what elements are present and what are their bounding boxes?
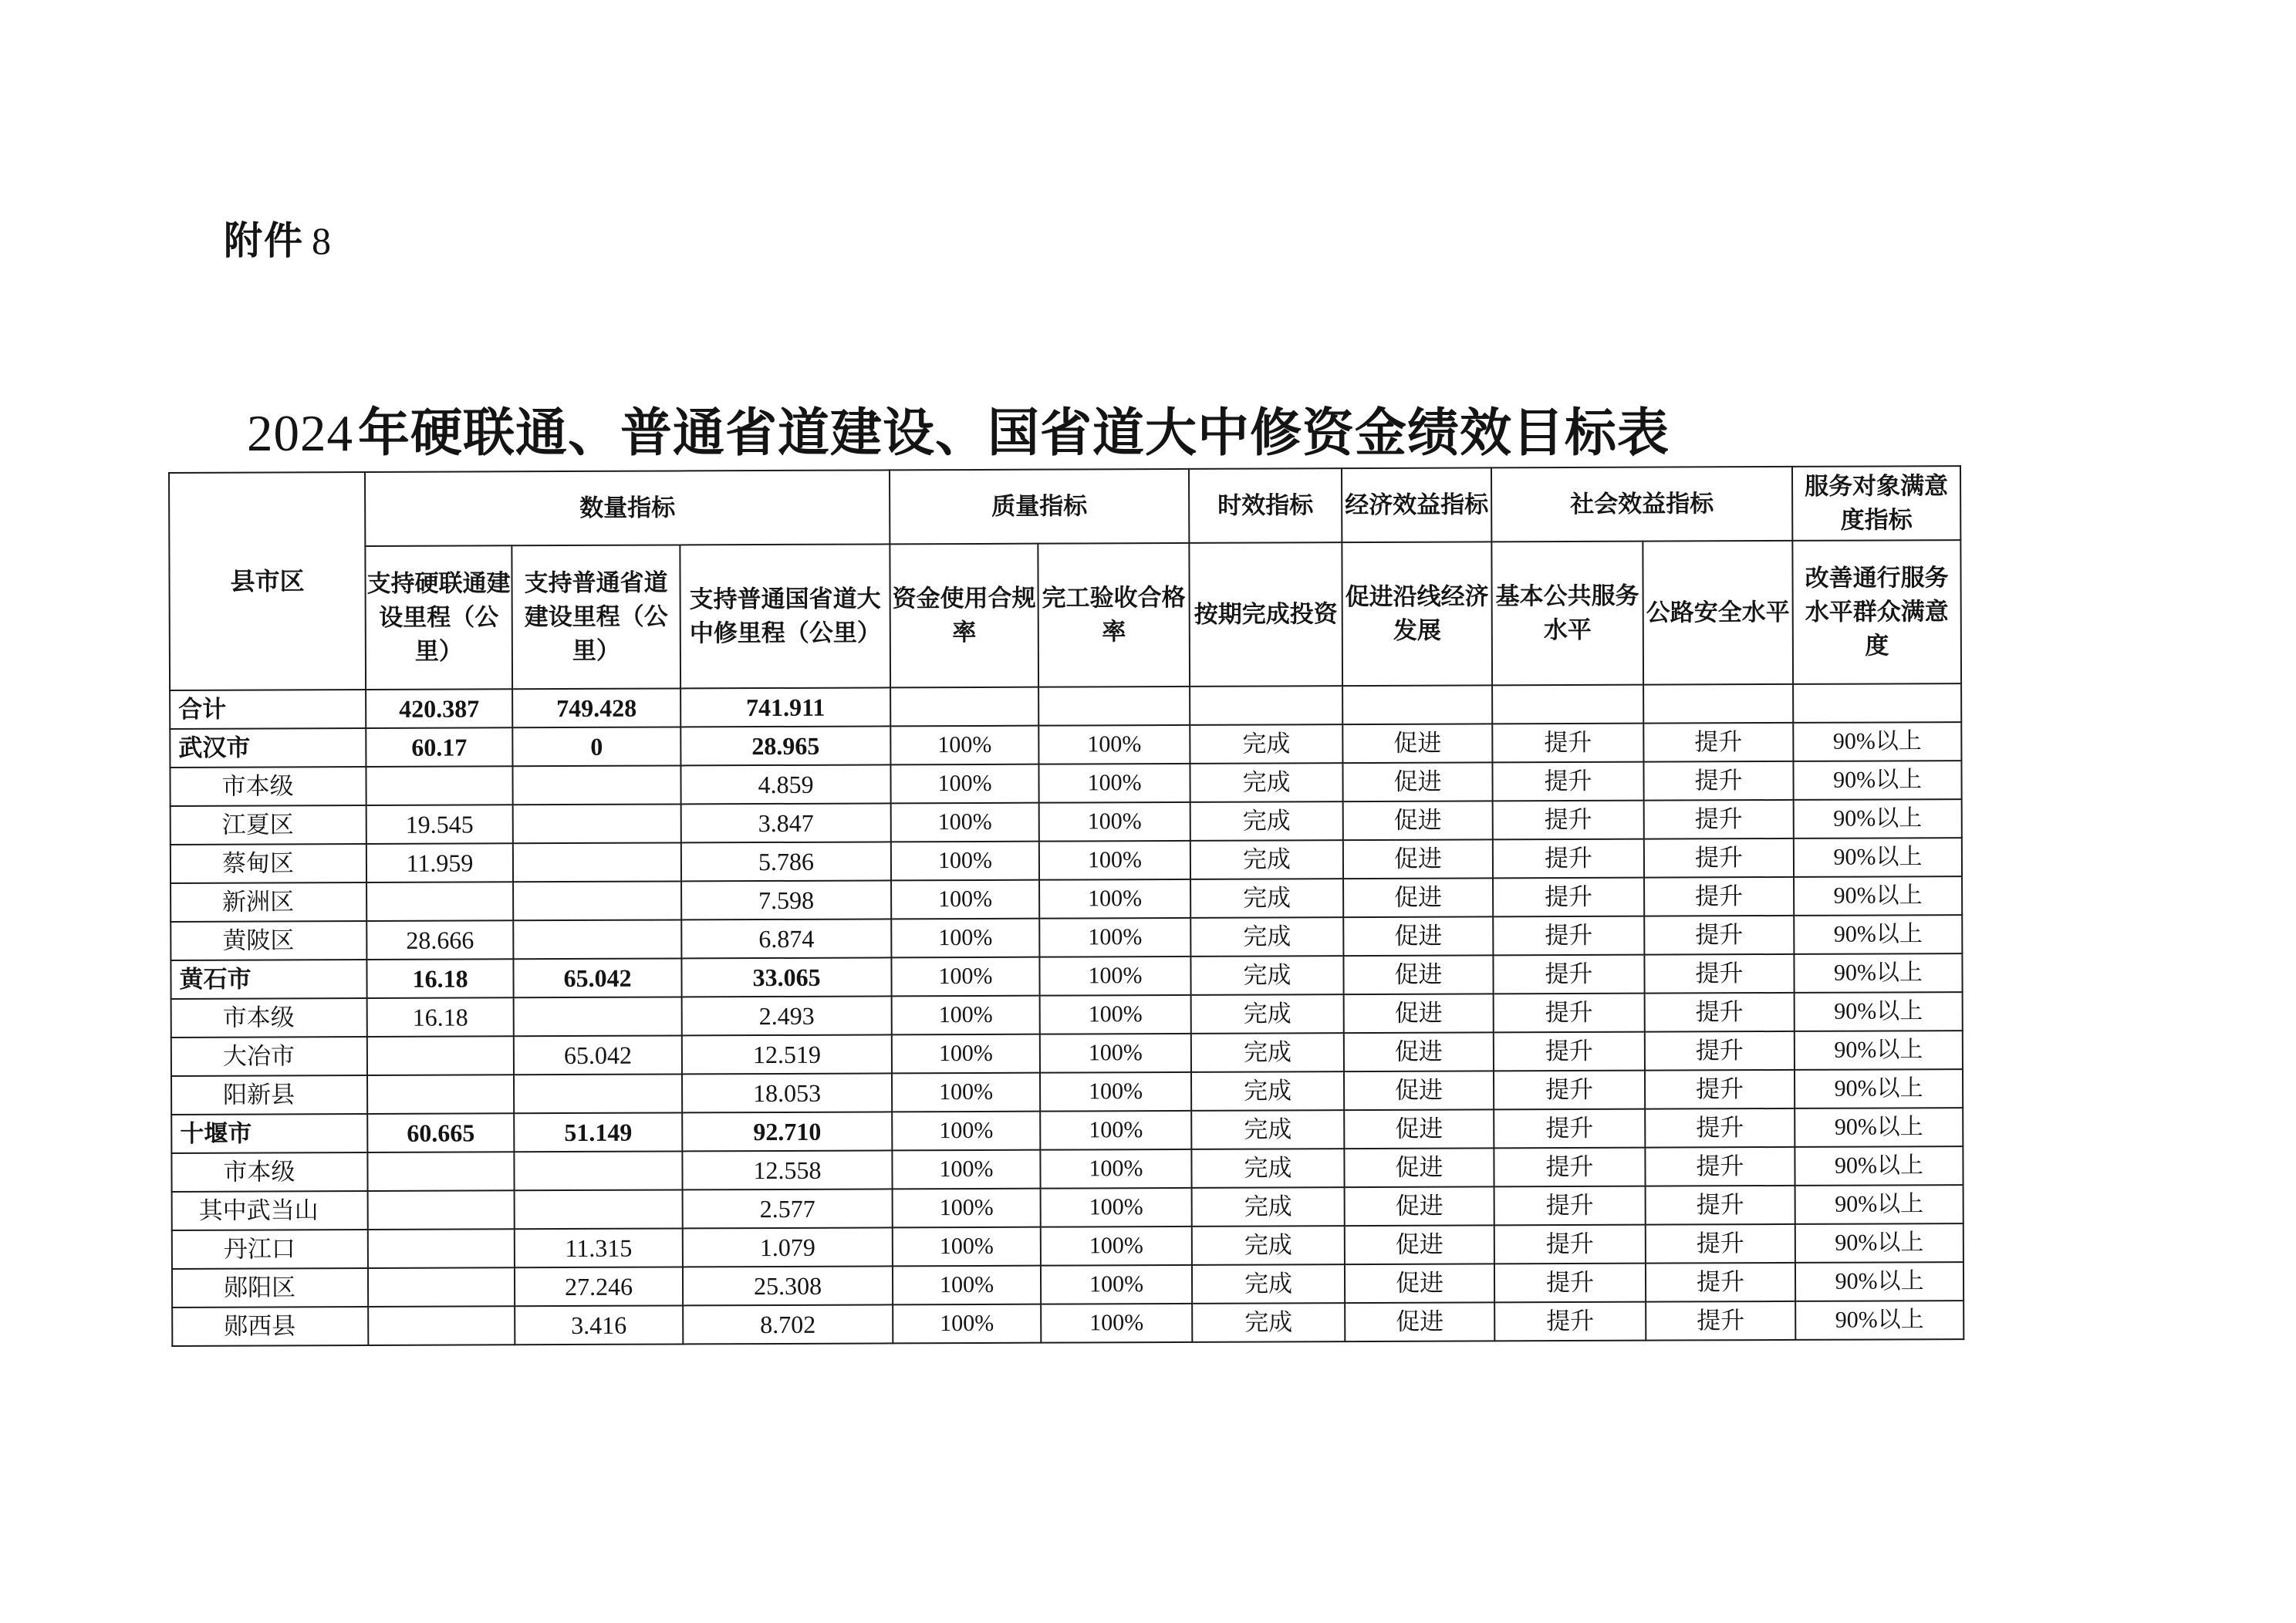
group-header-economic: 经济效益指标 <box>1342 467 1491 542</box>
cell-public-satisfaction: 90%以上 <box>1795 1223 1963 1263</box>
cell-economic-development: 促进 <box>1343 878 1493 917</box>
cell-provincial-road-km: 65.042 <box>514 1035 682 1075</box>
subheader-acceptance-rate: 完工验收合格率 <box>1038 543 1190 687</box>
cell-acceptance-rate: 100% <box>1040 1111 1191 1150</box>
cell-hard-connectivity-km: 11.959 <box>366 843 513 882</box>
cell-acceptance-rate: 100% <box>1040 995 1191 1034</box>
cell-major-repair-km: 2.577 <box>683 1189 893 1228</box>
group-header-quantity: 数量指标 <box>365 470 890 546</box>
attachment-label-text: 附件 <box>224 218 304 263</box>
cell-fund-compliance: 100% <box>890 764 1038 804</box>
cell-acceptance-rate: 100% <box>1038 725 1190 764</box>
cell-major-repair-km: 8.702 <box>683 1304 893 1344</box>
cell-road-safety: 提升 <box>1644 800 1794 839</box>
cell-fund-compliance: 100% <box>893 1189 1041 1228</box>
cell-on-time-investment: 完成 <box>1192 1226 1345 1265</box>
table-row <box>171 1146 1963 1192</box>
region-name-cell: 蔡甸区 <box>171 844 366 883</box>
region-name-cell: 市本级 <box>170 767 366 806</box>
table-row <box>171 953 1962 999</box>
cell-major-repair-km: 2.493 <box>682 996 892 1035</box>
cell-acceptance-rate: 100% <box>1039 957 1190 996</box>
table-row <box>171 799 1962 845</box>
group-header-timeliness: 时效指标 <box>1189 468 1342 543</box>
cell-on-time-investment: 完成 <box>1190 879 1343 918</box>
header-group-row <box>169 466 1960 547</box>
region-name-cell: 十堰市 <box>171 1114 367 1153</box>
cell-acceptance-rate: 100% <box>1041 1227 1192 1266</box>
group-header-satisfaction: 服务对象满意度指标 <box>1792 466 1960 541</box>
region-name-cell: 郧阳区 <box>172 1268 368 1308</box>
subheader-public-satisfaction: 改善通行服务水平群众满意度 <box>1792 540 1961 684</box>
table-row <box>172 1262 1963 1308</box>
cell-provincial-road-km <box>513 919 681 959</box>
cell-economic-development: 促进 <box>1345 1225 1494 1264</box>
cell-acceptance-rate: 100% <box>1039 918 1190 957</box>
table-row <box>171 876 1962 922</box>
subheader-public-service: 基本公共服务水平 <box>1491 542 1643 686</box>
cell-acceptance-rate: 100% <box>1041 1188 1192 1227</box>
cell-public-satisfaction: 90%以上 <box>1794 915 1962 954</box>
cell-on-time-investment: 完成 <box>1191 994 1344 1034</box>
cell-on-time-investment: 完成 <box>1191 1110 1344 1149</box>
cell-public-satisfaction: 90%以上 <box>1794 953 1962 993</box>
cell-acceptance-rate: 100% <box>1040 1034 1191 1073</box>
cell-acceptance-rate: 100% <box>1041 1265 1192 1304</box>
subheader-on-time-investment: 按期完成投资 <box>1189 542 1342 687</box>
cell-public-satisfaction: 90%以上 <box>1795 1031 1963 1070</box>
region-name-cell: 江夏区 <box>171 805 366 845</box>
cell-provincial-road-km <box>512 765 680 805</box>
cell-public-service: 提升 <box>1494 1071 1645 1110</box>
cell-on-time-investment: 完成 <box>1190 956 1343 995</box>
cell-acceptance-rate: 100% <box>1040 1072 1191 1112</box>
cell-fund-compliance <box>890 687 1038 727</box>
cell-hard-connectivity-km <box>368 1306 515 1345</box>
cell-public-service: 提升 <box>1494 1264 1646 1303</box>
cell-economic-development: 促进 <box>1345 1264 1494 1303</box>
cell-public-satisfaction: 90%以上 <box>1795 1301 1963 1340</box>
cell-public-satisfaction <box>1793 683 1961 723</box>
table-row <box>172 1301 1963 1346</box>
cell-economic-development: 促进 <box>1343 801 1493 840</box>
cell-public-service: 提升 <box>1493 839 1644 879</box>
cell-acceptance-rate: 100% <box>1039 841 1190 880</box>
cell-fund-compliance: 100% <box>892 1150 1040 1189</box>
table-row <box>172 1223 1963 1269</box>
cell-hard-connectivity-km <box>368 1229 515 1268</box>
cell-economic-development: 促进 <box>1344 1109 1494 1149</box>
cell-acceptance-rate: 100% <box>1040 1149 1191 1189</box>
region-name-cell: 阳新县 <box>171 1075 367 1115</box>
cell-fund-compliance: 100% <box>892 996 1040 1035</box>
subheader-major-repair: 支持普通国省道大中修里程（公里） <box>680 544 890 688</box>
cell-major-repair-km: 12.519 <box>682 1034 892 1074</box>
group-header-social: 社会效益指标 <box>1491 467 1792 542</box>
cell-road-safety: 提升 <box>1644 838 1794 878</box>
cell-hard-connectivity-km <box>367 1075 514 1114</box>
region-name-cell: 黄陂区 <box>171 921 366 960</box>
cell-major-repair-km: 7.598 <box>681 880 891 919</box>
cell-major-repair-km: 33.065 <box>681 957 891 997</box>
cell-hard-connectivity-km <box>368 1190 515 1230</box>
cell-road-safety: 提升 <box>1646 1301 1795 1341</box>
cell-provincial-road-km: 65.042 <box>513 958 681 997</box>
performance-target-table <box>168 465 1964 1347</box>
cell-public-service: 提升 <box>1493 955 1644 994</box>
cell-acceptance-rate: 100% <box>1039 879 1190 919</box>
cell-road-safety: 提升 <box>1646 1263 1795 1302</box>
cell-fund-compliance: 100% <box>893 1227 1041 1267</box>
cell-major-repair-km: 1.079 <box>683 1227 893 1267</box>
cell-public-service: 提升 <box>1492 724 1643 763</box>
cell-major-repair-km: 18.053 <box>682 1073 892 1112</box>
cell-public-satisfaction: 90%以上 <box>1794 876 1962 916</box>
cell-economic-development: 促进 <box>1344 1032 1494 1071</box>
cell-on-time-investment: 完成 <box>1190 840 1343 879</box>
cell-major-repair-km: 25.308 <box>683 1266 893 1305</box>
cell-road-safety: 提升 <box>1645 1147 1795 1186</box>
subheader-fund-compliance: 资金使用合规率 <box>890 544 1038 688</box>
region-name-cell: 黄石市 <box>171 960 366 999</box>
cell-hard-connectivity-km <box>368 1267 515 1307</box>
cell-provincial-road-km: 27.246 <box>515 1267 683 1306</box>
cell-hard-connectivity-km: 16.18 <box>366 959 513 998</box>
region-name-cell: 丹江口 <box>172 1230 368 1269</box>
cell-on-time-investment: 完成 <box>1191 1071 1344 1111</box>
cell-road-safety: 提升 <box>1645 1108 1795 1148</box>
table-body <box>170 683 1963 1346</box>
cell-road-safety: 提升 <box>1646 1224 1795 1264</box>
cell-on-time-investment: 完成 <box>1192 1187 1345 1227</box>
cell-economic-development: 促进 <box>1342 762 1492 801</box>
cell-fund-compliance: 100% <box>892 1112 1040 1151</box>
cell-economic-development: 促进 <box>1344 1071 1494 1110</box>
table-row <box>171 838 1962 883</box>
cell-public-service: 提升 <box>1494 1109 1645 1149</box>
cell-fund-compliance: 100% <box>891 957 1039 997</box>
cell-public-satisfaction: 90%以上 <box>1793 761 1961 800</box>
cell-on-time-investment: 完成 <box>1191 1033 1344 1072</box>
cell-public-satisfaction: 90%以上 <box>1794 799 1962 838</box>
cell-public-satisfaction: 90%以上 <box>1795 1262 1963 1301</box>
subheader-economic-development: 促进沿线经济发展 <box>1342 542 1492 686</box>
cell-fund-compliance: 100% <box>893 1266 1041 1305</box>
cell-road-safety: 提升 <box>1643 723 1793 762</box>
cell-acceptance-rate: 100% <box>1041 1304 1192 1343</box>
cell-on-time-investment: 完成 <box>1190 763 1342 802</box>
table-row <box>170 722 1961 768</box>
cell-economic-development: 促进 <box>1344 1148 1494 1187</box>
cell-hard-connectivity-km: 60.665 <box>367 1113 514 1152</box>
region-name-cell: 郧西县 <box>172 1307 368 1346</box>
cell-fund-compliance: 100% <box>892 1034 1040 1074</box>
cell-public-service: 提升 <box>1494 1302 1646 1341</box>
table-row <box>171 1069 1963 1115</box>
header-indicator-row <box>169 540 1961 690</box>
table-row <box>171 1031 1963 1076</box>
cell-fund-compliance: 100% <box>892 1073 1040 1112</box>
cell-public-service: 提升 <box>1494 1148 1645 1187</box>
title-text: 年硬联通、普通省道建设、国省道大中修资金绩效目标表 <box>358 403 1670 463</box>
cell-fund-compliance: 100% <box>891 919 1039 958</box>
cell-major-repair-km: 5.786 <box>681 842 891 881</box>
subheader-hard-connectivity: 支持硬联通建设里程（公里） <box>365 545 512 690</box>
cell-public-service: 提升 <box>1493 801 1644 840</box>
cell-public-service: 提升 <box>1492 762 1643 801</box>
cell-public-satisfaction: 90%以上 <box>1794 838 1962 877</box>
cell-road-safety: 提升 <box>1646 1186 1795 1225</box>
cell-hard-connectivity-km <box>366 882 513 921</box>
cell-major-repair-km: 6.874 <box>681 919 891 958</box>
cell-economic-development: 促进 <box>1343 839 1493 879</box>
cell-provincial-road-km <box>513 881 681 920</box>
cell-road-safety: 提升 <box>1645 1070 1795 1109</box>
cell-provincial-road-km <box>513 804 681 843</box>
cell-hard-connectivity-km <box>367 1036 514 1075</box>
cell-hard-connectivity-km: 16.18 <box>367 997 514 1037</box>
cell-public-satisfaction: 90%以上 <box>1795 1069 1963 1108</box>
region-column-header: 县市区 <box>169 472 366 690</box>
cell-provincial-road-km: 11.315 <box>515 1228 683 1267</box>
document-title <box>247 392 1670 466</box>
cell-economic-development: 促进 <box>1344 994 1494 1033</box>
region-name-cell: 合计 <box>170 690 366 729</box>
cell-provincial-road-km <box>514 1151 682 1190</box>
cell-major-repair-km: 92.710 <box>682 1112 892 1151</box>
table-row <box>171 1108 1963 1153</box>
region-name-cell: 武汉市 <box>170 728 366 768</box>
title-year: 2024 <box>247 405 353 462</box>
cell-provincial-road-km <box>514 997 682 1036</box>
cell-acceptance-rate <box>1038 687 1190 726</box>
cell-provincial-road-km: 0 <box>512 727 680 766</box>
cell-public-service <box>1492 685 1643 724</box>
cell-public-satisfaction: 90%以上 <box>1795 1146 1963 1186</box>
cell-public-satisfaction: 90%以上 <box>1795 992 1963 1031</box>
cell-provincial-road-km: 749.428 <box>512 688 680 727</box>
cell-fund-compliance: 100% <box>891 880 1039 919</box>
cell-economic-development: 促进 <box>1345 1302 1494 1341</box>
cell-public-satisfaction: 90%以上 <box>1795 1185 1963 1224</box>
cell-economic-development: 促进 <box>1345 1186 1494 1226</box>
region-name-cell: 其中武当山 <box>172 1191 368 1230</box>
cell-economic-development: 促进 <box>1342 724 1492 763</box>
cell-major-repair-km: 28.965 <box>680 726 890 765</box>
cell-fund-compliance: 100% <box>893 1304 1041 1344</box>
cell-road-safety <box>1643 684 1793 724</box>
cell-on-time-investment: 完成 <box>1192 1264 1345 1304</box>
cell-public-service: 提升 <box>1494 1032 1645 1071</box>
cell-economic-development <box>1342 685 1492 724</box>
attachment-label <box>224 210 333 265</box>
region-name-cell: 市本级 <box>171 1152 367 1192</box>
table-row <box>171 992 1963 1038</box>
table-row <box>170 761 1961 806</box>
cell-on-time-investment: 完成 <box>1190 724 1342 764</box>
cell-public-satisfaction: 90%以上 <box>1793 722 1961 761</box>
cell-provincial-road-km <box>514 1074 682 1113</box>
table-row <box>172 1185 1963 1230</box>
cell-fund-compliance: 100% <box>891 842 1039 881</box>
cell-major-repair-km: 12.558 <box>682 1150 892 1189</box>
region-name-cell: 市本级 <box>171 998 367 1038</box>
subheader-provincial-road: 支持普通省道建设里程（公里） <box>512 545 680 689</box>
cell-public-service: 提升 <box>1494 1186 1646 1226</box>
cell-major-repair-km: 4.859 <box>680 764 890 804</box>
cell-road-safety: 提升 <box>1643 761 1793 801</box>
cell-public-satisfaction: 90%以上 <box>1795 1108 1963 1147</box>
cell-on-time-investment: 完成 <box>1190 801 1343 841</box>
cell-road-safety: 提升 <box>1644 916 1794 955</box>
cell-road-safety: 提升 <box>1644 877 1794 916</box>
table-total-row <box>170 683 1961 729</box>
cell-fund-compliance: 100% <box>890 726 1038 765</box>
performance-table-container <box>168 465 1964 1347</box>
cell-on-time-investment: 完成 <box>1191 1149 1344 1188</box>
cell-road-safety: 提升 <box>1645 993 1795 1032</box>
cell-fund-compliance: 100% <box>891 803 1039 842</box>
cell-hard-connectivity-km <box>366 766 512 805</box>
cell-provincial-road-km: 3.416 <box>515 1305 683 1345</box>
cell-acceptance-rate: 100% <box>1038 764 1190 803</box>
attachment-number: 8 <box>312 219 333 262</box>
group-header-quality: 质量指标 <box>890 469 1189 544</box>
cell-on-time-investment: 完成 <box>1192 1303 1345 1342</box>
cell-public-service: 提升 <box>1494 994 1645 1033</box>
cell-provincial-road-km: 51.149 <box>514 1112 682 1152</box>
cell-on-time-investment <box>1190 686 1342 725</box>
cell-road-safety: 提升 <box>1645 1031 1795 1071</box>
cell-hard-connectivity-km <box>367 1152 514 1191</box>
table-row <box>171 915 1962 960</box>
cell-major-repair-km: 741.911 <box>680 687 890 727</box>
subheader-road-safety: 公路安全水平 <box>1643 541 1793 685</box>
cell-on-time-investment: 完成 <box>1190 917 1343 957</box>
cell-public-service: 提升 <box>1493 916 1644 956</box>
cell-major-repair-km: 3.847 <box>681 803 891 842</box>
cell-economic-development: 促进 <box>1343 955 1493 994</box>
cell-hard-connectivity-km: 60.17 <box>366 727 512 767</box>
region-name-cell: 大冶市 <box>171 1037 367 1076</box>
cell-provincial-road-km <box>513 842 681 882</box>
cell-hard-connectivity-km: 420.387 <box>366 689 512 728</box>
cell-hard-connectivity-km: 19.545 <box>366 805 513 844</box>
cell-road-safety: 提升 <box>1644 954 1794 994</box>
cell-acceptance-rate: 100% <box>1039 802 1190 842</box>
cell-public-service: 提升 <box>1494 1225 1646 1264</box>
cell-hard-connectivity-km: 28.666 <box>366 920 513 960</box>
cell-provincial-road-km <box>515 1189 683 1229</box>
region-name-cell: 新洲区 <box>171 882 366 922</box>
cell-public-service: 提升 <box>1493 878 1644 917</box>
cell-economic-development: 促进 <box>1343 916 1493 956</box>
